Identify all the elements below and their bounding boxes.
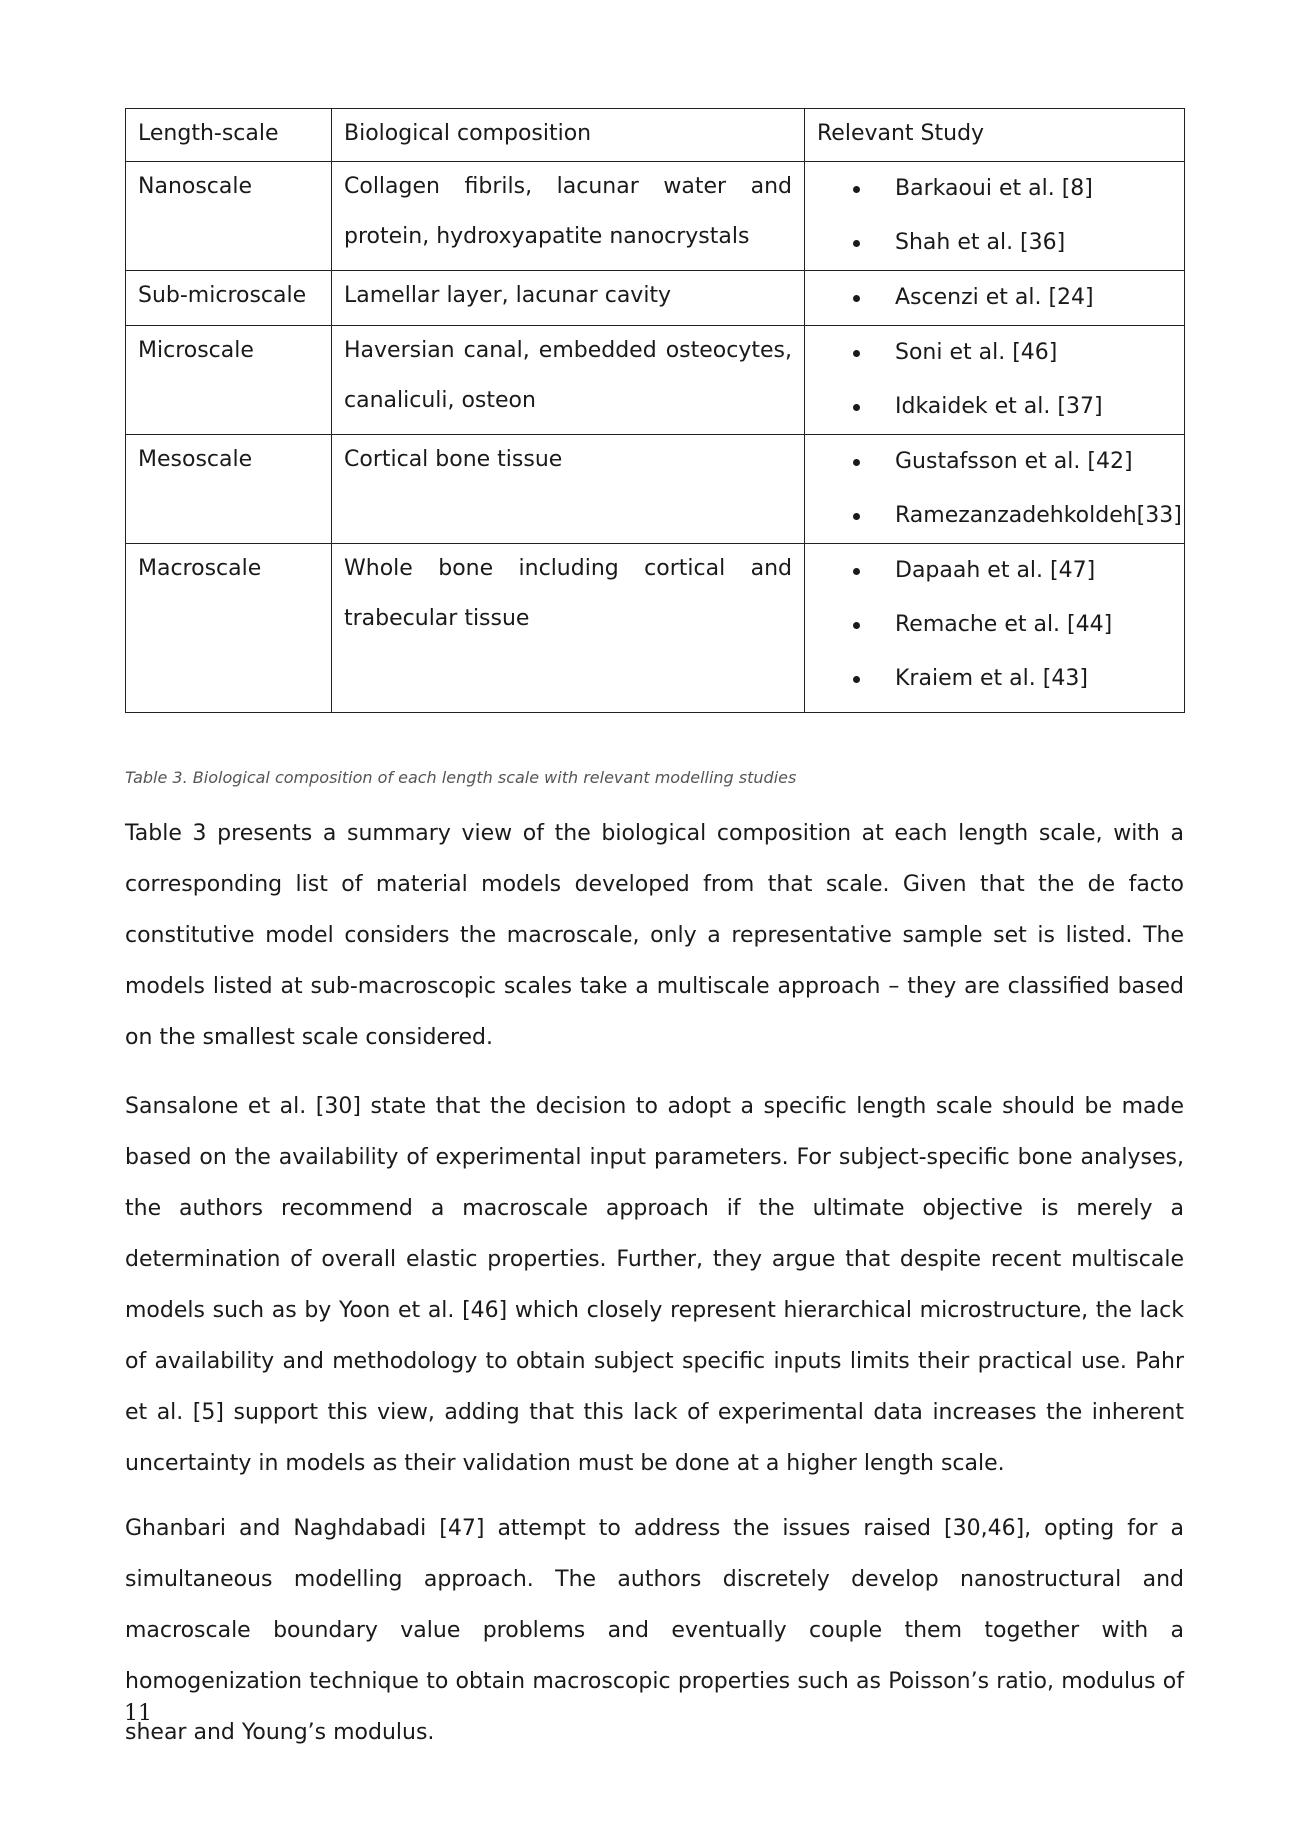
scale-cell: Macroscale [126,544,332,713]
study-item: Gustafsson et al. [42] [853,435,1172,489]
table-caption: Table 3. Biological composition of each length scale with relevant modelling studies [125,768,797,787]
composition-text: Cortical bone tissue [344,447,563,472]
body-paragraph: Ghanbari and Naghdabadi [47] attempt to address the issues raised [30,46], opting for a simultaneous modelling approach. The authors discretely develop nanostructural and macroscale boundary value problems and eventually couple them together with a homogenization technique to obtain macroscopic properties such as Poisson’s ratio, modulus of shear and Young’s modulus. [125,1516,1184,1745]
scale-cell: Sub-microscale [126,271,332,326]
composition-text: Haversian canal, embedded osteocytes, canaliculi, osteon [344,338,792,413]
body-paragraph: Sansalone et al. [30] state that the decision to adopt a specific length scale should be made based on the availability of experimental input parameters. For subject-specific bone analyses, the authors recommend a macroscale approach if the ultimate objective is merely a determination of overall elastic properties. Further, they argue that despite recent multiscale models such as by Yoon et al. [46] which closely represent hierarchical microstructure, the lack of availability and methodology to obtain subject specific inputs limits their practical use. Pahr et al. [5] support this view, adding that this lack of experimental data increases the inherent uncertainty in models as their validation must be done at a higher length scale. [125,1094,1184,1476]
paragraph-2-block [125,1081,1184,1489]
table-row [126,271,1185,326]
study-item: Ramezanzadehkoldeh[33] [853,489,1172,543]
composition-cell [332,326,805,435]
studies-cell [805,162,1185,271]
study-item: Remache et al. [44] [853,598,1172,652]
studies-list [817,326,1172,434]
paragraph-3-block [125,1503,1184,1758]
table-row [126,162,1185,271]
composition-text: Lamellar layer, lacunar cavity [344,283,672,308]
composition-cell [332,271,805,326]
studies-list [817,271,1172,325]
scale-cell: Nanoscale [126,162,332,271]
studies-cell [805,326,1185,435]
length-scale-table [125,108,1185,713]
study-item: Barkaoui et al. [8] [853,162,1172,216]
composition-cell [332,162,805,271]
composition-text: Collagen fibrils, lacunar water and protein, hydroxyapatite nanocrystals [344,174,792,249]
studies-list [817,435,1182,543]
header-relevant-study: Relevant Study [805,109,1185,162]
table-row [126,435,1185,544]
study-item: Shah et al. [36] [853,216,1172,270]
table-row [126,544,1185,713]
composition-cell [332,544,805,713]
table-header-row [126,109,1185,162]
studies-cell [805,544,1185,713]
scale-cell: Mesoscale [126,435,332,544]
studies-list [817,544,1172,706]
studies-list [817,162,1172,270]
studies-cell [805,435,1185,544]
study-item: Kraiem et al. [43] [853,652,1172,706]
page-number: 11 [124,1701,152,1726]
header-biological-composition: Biological composition [332,109,805,162]
study-item: Idkaidek et al. [37] [853,380,1172,434]
studies-cell [805,271,1185,326]
header-length-scale: Length-scale [126,109,332,162]
study-item: Soni et al. [46] [853,326,1172,380]
table-row [126,326,1185,435]
body-paragraph: Table 3 presents a summary view of the biological composition at each length scale, with a corresponding list of material models developed from that scale. Given that the de facto constitutive model considers the macroscale, only a representative sample set is listed. The models listed at sub-macroscopic scales take a multiscale approach – they are classified based on the smallest scale considered. [125,821,1184,1050]
study-item: Ascenzi et al. [24] [853,271,1172,325]
study-item: Dapaah et al. [47] [853,544,1172,598]
scale-cell: Microscale [126,326,332,435]
paragraph-1-block [125,808,1184,1063]
composition-text: Whole bone including cortical and trabecular tissue [344,556,792,631]
composition-cell [332,435,805,544]
